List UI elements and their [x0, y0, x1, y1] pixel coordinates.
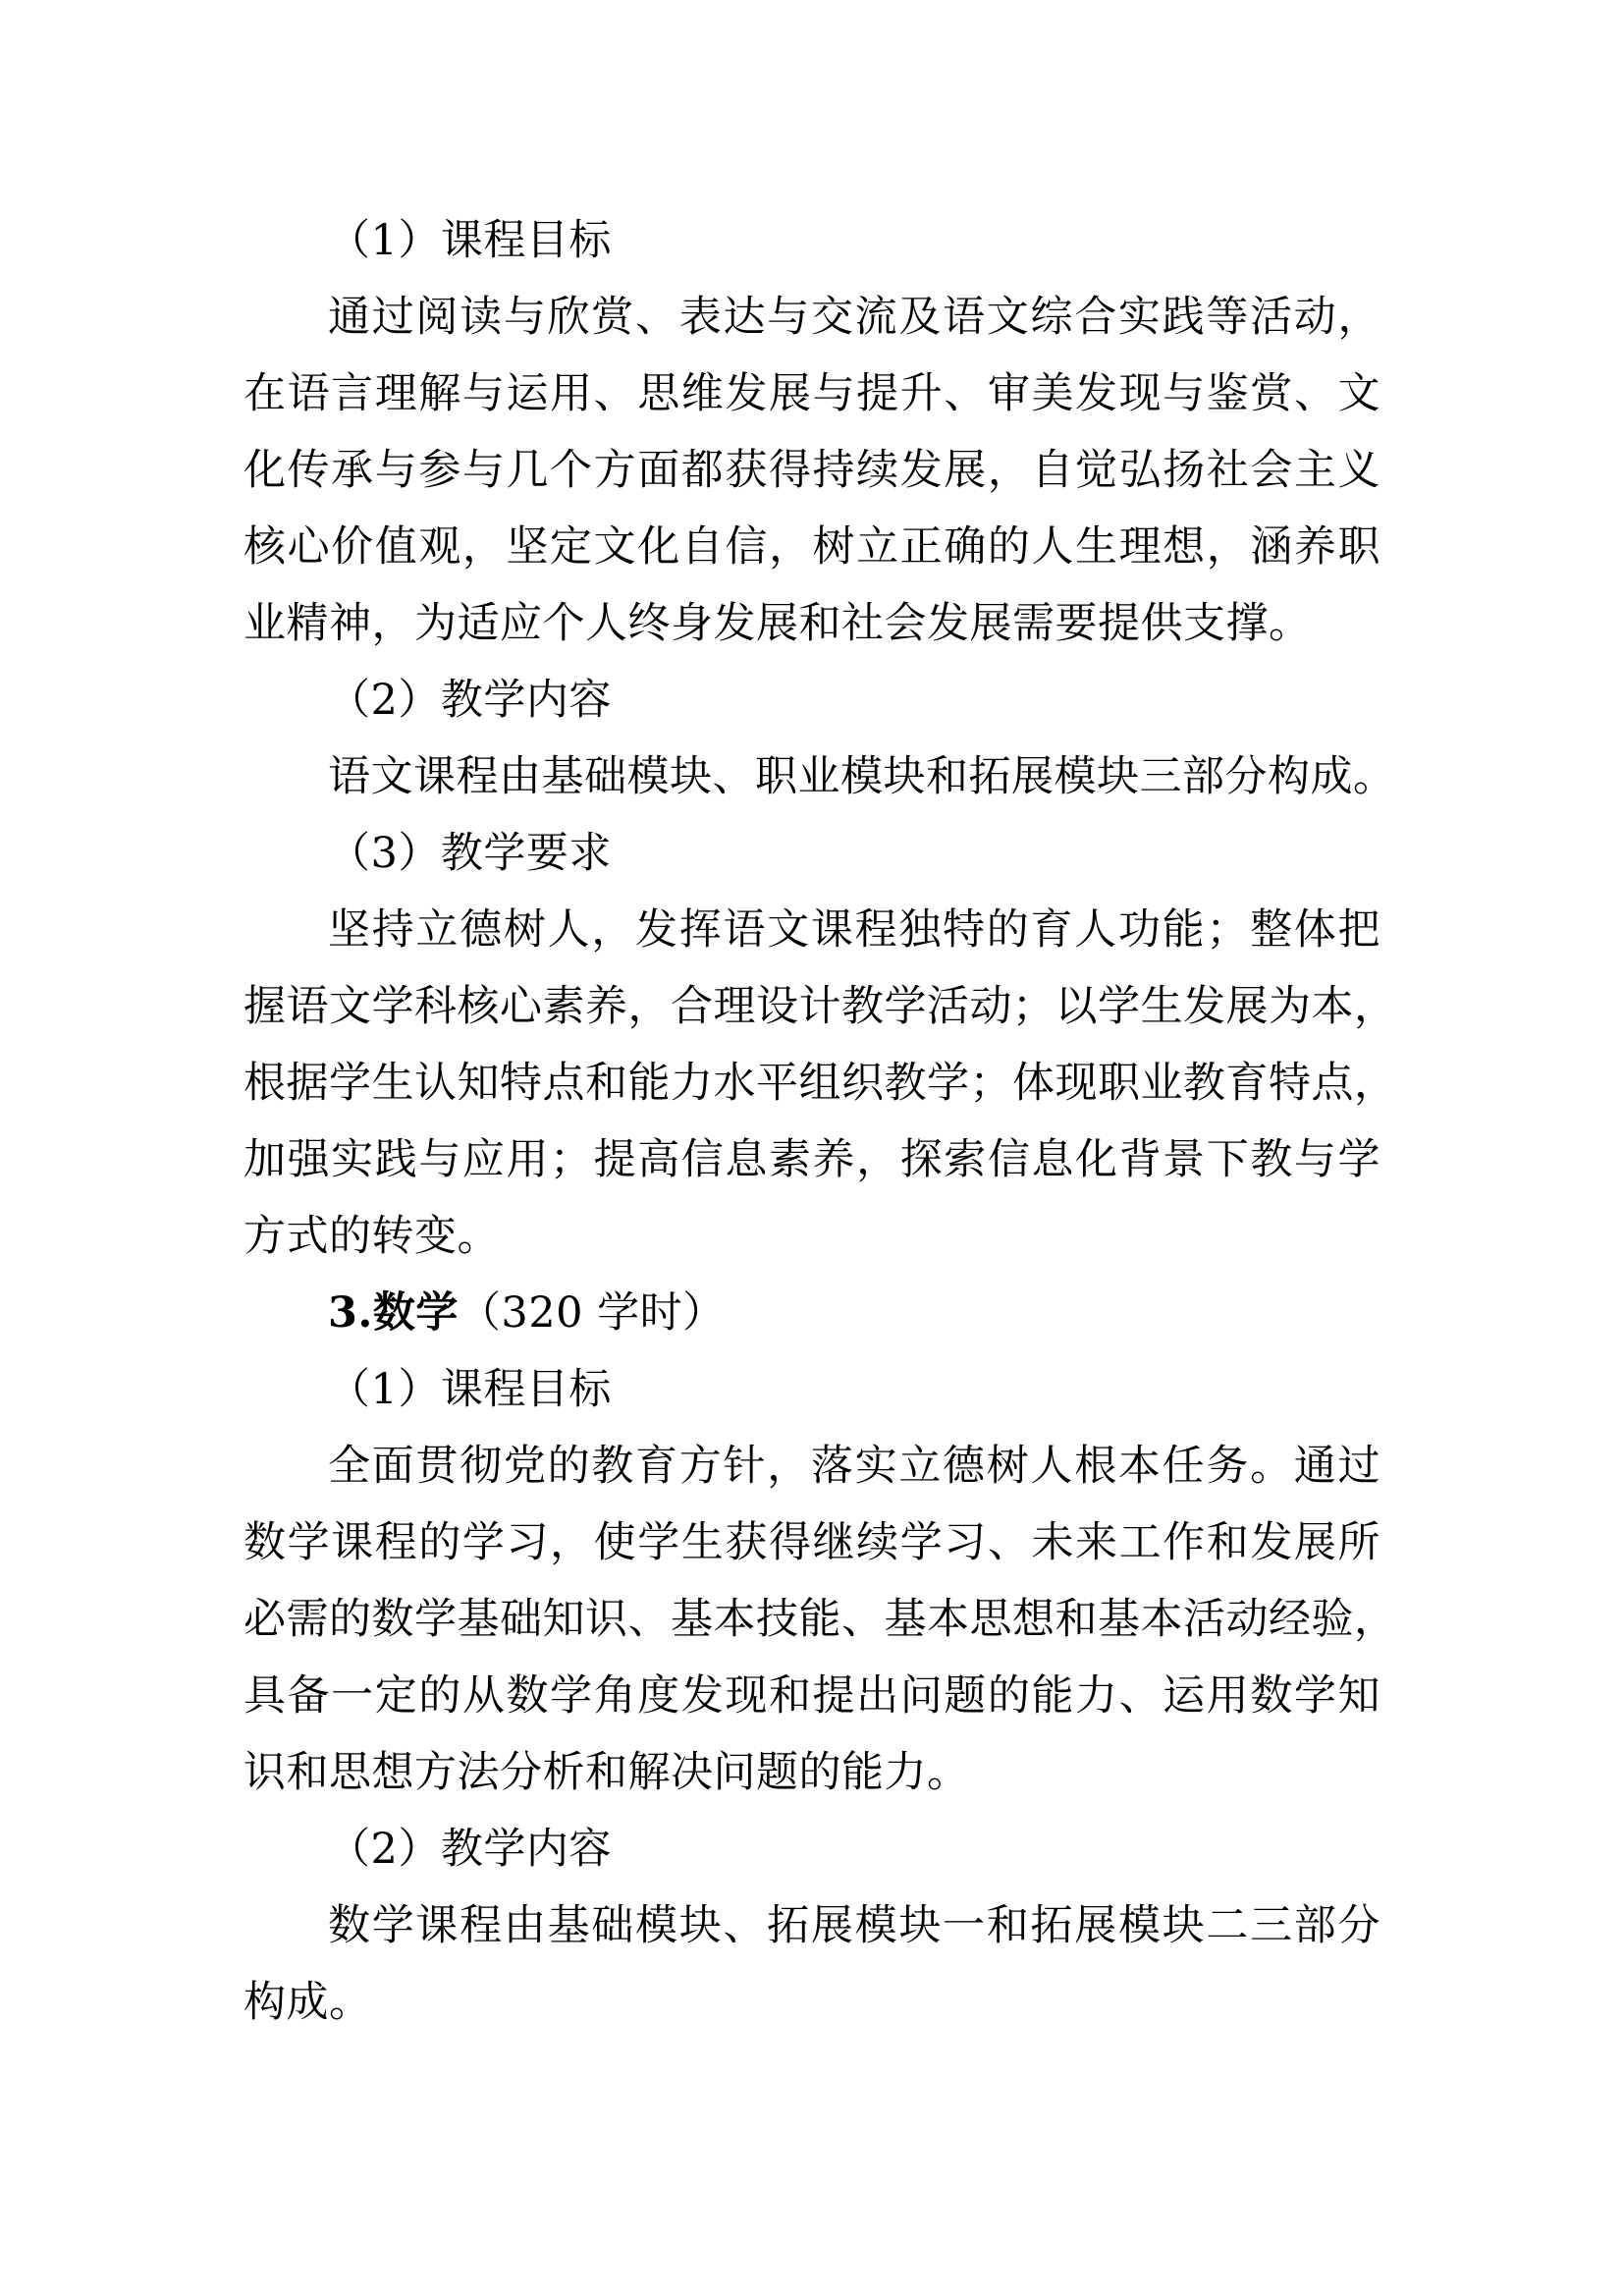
heading-course-objectives-math: （1）课程目标 — [328, 1365, 612, 1414]
body-line: 必需的数学基础知识、基本技能、基本思想和基本活动经验， — [243, 1595, 1397, 1644]
body-line: 核心价值观，坚定文化自信，树立正确的人生理想，涵养职 — [243, 522, 1380, 572]
body-line: 全面贯彻党的教育方针，落实立德树人根本任务。通过 — [328, 1442, 1380, 1491]
body-line: 识和思想方法分析和解决问题的能力。 — [243, 1748, 970, 1797]
body-line: 根据学生认知特点和能力水平组织教学；体现职业教育特点， — [243, 1059, 1397, 1108]
body-line: 在语言理解与运用、思维发展与提升、审美发现与鉴赏、文 — [243, 369, 1380, 418]
body-line: 加强实践与应用；提高信息素养，探索信息化背景下教与学 — [243, 1135, 1380, 1184]
body-line: 坚持立德树人，发挥语文课程独特的育人功能；整体把 — [328, 905, 1380, 955]
heading-teaching-requirements: （3）教学要求 — [328, 829, 612, 878]
body-line: 握语文学科核心素养，合理设计教学活动；以学生发展为本， — [243, 982, 1397, 1031]
math-heading-hours: （320 学时） — [458, 1288, 726, 1338]
body-line: 语文课程由基础模块、职业模块和拓展模块三部分构成。 — [328, 752, 1396, 801]
body-line: 数学课程的学习，使学生获得继续学习、未来工作和发展所 — [243, 1518, 1380, 1567]
text-block — [243, 202, 1397, 2041]
body-line: 数学课程由基础模块、拓展模块一和拓展模块二三部分 — [328, 1901, 1380, 1950]
heading-course-objectives: （1）课程目标 — [328, 216, 612, 265]
body-line: 业精神，为适应个人终身发展和社会发展需要提供支撑。 — [243, 599, 1312, 648]
body-line: 构成。 — [243, 1978, 372, 2027]
heading-teaching-content: （2）教学内容 — [328, 676, 612, 725]
body-line: 方式的转变。 — [243, 1212, 500, 1261]
heading-math-320-hours — [243, 1275, 1380, 1351]
heading-teaching-content-math: （2）教学内容 — [328, 1825, 612, 1874]
body-line: 具备一定的从数学角度发现和提出问题的能力、运用数学知 — [243, 1671, 1380, 1721]
body-line: 化传承与参与几个方面都获得持续发展，自觉弘扬社会主义 — [243, 446, 1380, 495]
math-heading-number-title: 3.数学 — [328, 1288, 459, 1338]
body-line: 通过阅读与欣赏、表达与交流及语文综合实践等活动， — [328, 293, 1380, 342]
